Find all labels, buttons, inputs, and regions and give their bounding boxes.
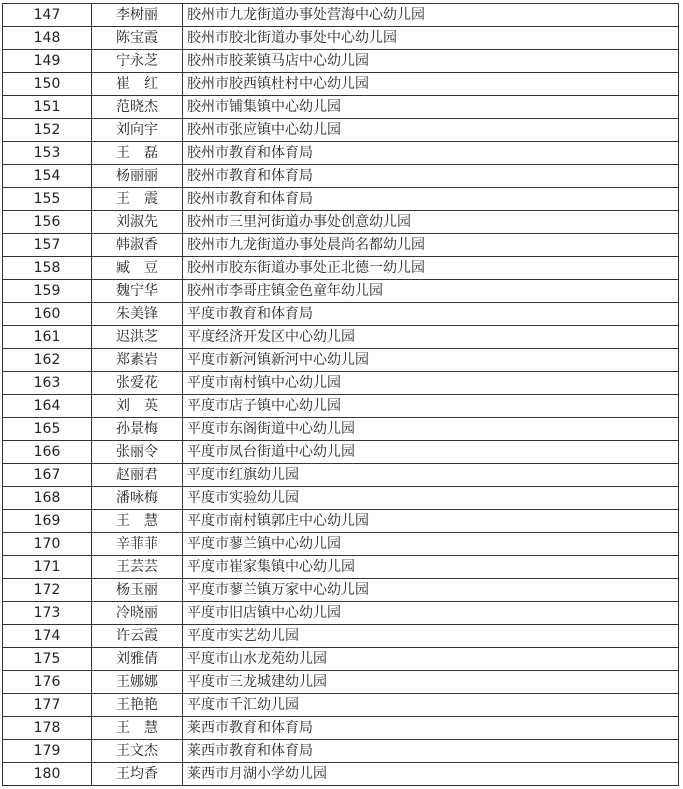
organization-cell: 胶州市胶莱镇马店中心幼儿园 xyxy=(183,50,679,73)
organization-cell: 平度市凤台街道中心幼儿园 xyxy=(183,441,679,464)
person-name-cell: 郑素岩 xyxy=(92,349,183,372)
table-row xyxy=(3,556,679,579)
row-number-cell: 169 xyxy=(3,510,92,533)
table-row xyxy=(3,602,679,625)
row-number-cell: 156 xyxy=(3,211,92,234)
table-row xyxy=(3,671,679,694)
person-name-cell: 宁永芝 xyxy=(92,50,183,73)
person-name-cell: 刘淑先 xyxy=(92,211,183,234)
organization-cell: 胶州市九龙街道办事处营海中心幼儿园 xyxy=(183,4,679,27)
row-number-cell: 147 xyxy=(3,4,92,27)
person-name-cell: 王娜娜 xyxy=(92,671,183,694)
table-row xyxy=(3,257,679,280)
table-row xyxy=(3,188,679,211)
row-number-cell: 167 xyxy=(3,464,92,487)
person-name-cell: 张丽令 xyxy=(92,441,183,464)
row-number-cell: 157 xyxy=(3,234,92,257)
person-name-cell: 陈宝霞 xyxy=(92,27,183,50)
table-row xyxy=(3,464,679,487)
organization-cell: 莱西市月湖小学幼儿园 xyxy=(183,763,679,786)
table-row xyxy=(3,142,679,165)
person-name-cell: 王 磊 xyxy=(92,142,183,165)
row-number-cell: 159 xyxy=(3,280,92,303)
roster-body xyxy=(3,4,679,786)
person-name-cell: 张爱花 xyxy=(92,372,183,395)
row-number-cell: 179 xyxy=(3,740,92,763)
organization-cell: 平度市崔家集镇中心幼儿园 xyxy=(183,556,679,579)
table-row xyxy=(3,740,679,763)
organization-cell: 平度市蓼兰镇万家中心幼儿园 xyxy=(183,579,679,602)
row-number-cell: 161 xyxy=(3,326,92,349)
table-row xyxy=(3,349,679,372)
table-row xyxy=(3,717,679,740)
row-number-cell: 180 xyxy=(3,763,92,786)
row-number-cell: 154 xyxy=(3,165,92,188)
row-number-cell: 153 xyxy=(3,142,92,165)
row-number-cell: 178 xyxy=(3,717,92,740)
table-row xyxy=(3,326,679,349)
person-name-cell: 王芸芸 xyxy=(92,556,183,579)
organization-cell: 平度市实验幼儿园 xyxy=(183,487,679,510)
table-row xyxy=(3,96,679,119)
organization-cell: 胶州市九龙街道办事处晨尚名都幼儿园 xyxy=(183,234,679,257)
table-row xyxy=(3,372,679,395)
row-number-cell: 171 xyxy=(3,556,92,579)
table-row xyxy=(3,763,679,786)
table-row xyxy=(3,211,679,234)
row-number-cell: 150 xyxy=(3,73,92,96)
organization-cell: 胶州市张应镇中心幼儿园 xyxy=(183,119,679,142)
row-number-cell: 176 xyxy=(3,671,92,694)
person-name-cell: 冷晓丽 xyxy=(92,602,183,625)
row-number-cell: 149 xyxy=(3,50,92,73)
organization-cell: 胶州市教育和体育局 xyxy=(183,165,679,188)
person-name-cell: 潘咏梅 xyxy=(92,487,183,510)
table-row xyxy=(3,50,679,73)
row-number-cell: 170 xyxy=(3,533,92,556)
person-name-cell: 王 慧 xyxy=(92,717,183,740)
organization-cell: 平度市山水龙苑幼儿园 xyxy=(183,648,679,671)
row-number-cell: 160 xyxy=(3,303,92,326)
organization-cell: 平度市实艺幼儿园 xyxy=(183,625,679,648)
organization-cell: 平度市店子镇中心幼儿园 xyxy=(183,395,679,418)
table-row xyxy=(3,487,679,510)
row-number-cell: 168 xyxy=(3,487,92,510)
organization-cell: 莱西市教育和体育局 xyxy=(183,740,679,763)
row-number-cell: 173 xyxy=(3,602,92,625)
row-number-cell: 172 xyxy=(3,579,92,602)
organization-cell: 胶州市教育和体育局 xyxy=(183,142,679,165)
row-number-cell: 152 xyxy=(3,119,92,142)
table-row xyxy=(3,119,679,142)
person-name-cell: 李树丽 xyxy=(92,4,183,27)
person-name-cell: 杨丽丽 xyxy=(92,165,183,188)
organization-cell: 胶州市三里河街道办事处创意幼儿园 xyxy=(183,211,679,234)
organization-cell: 胶州市胶西镇杜村中心幼儿园 xyxy=(183,73,679,96)
person-name-cell: 孙景梅 xyxy=(92,418,183,441)
person-name-cell: 魏宁华 xyxy=(92,280,183,303)
roster-table xyxy=(2,3,679,786)
organization-cell: 胶州市胶北街道办事处中心幼儿园 xyxy=(183,27,679,50)
table-row xyxy=(3,165,679,188)
table-row xyxy=(3,303,679,326)
organization-cell: 平度市蓼兰镇中心幼儿园 xyxy=(183,533,679,556)
organization-cell: 平度市三龙城建幼儿园 xyxy=(183,671,679,694)
table-row xyxy=(3,27,679,50)
person-name-cell: 王艳艳 xyxy=(92,694,183,717)
table-row xyxy=(3,579,679,602)
person-name-cell: 迟洪芝 xyxy=(92,326,183,349)
organization-cell: 平度市南村镇郭庄中心幼儿园 xyxy=(183,510,679,533)
table-row xyxy=(3,510,679,533)
person-name-cell: 许云霞 xyxy=(92,625,183,648)
row-number-cell: 148 xyxy=(3,27,92,50)
person-name-cell: 崔 红 xyxy=(92,73,183,96)
person-name-cell: 刘雅倩 xyxy=(92,648,183,671)
person-name-cell: 王文杰 xyxy=(92,740,183,763)
person-name-cell: 王均香 xyxy=(92,763,183,786)
table-row xyxy=(3,395,679,418)
row-number-cell: 162 xyxy=(3,349,92,372)
organization-cell: 平度市新河镇新河中心幼儿园 xyxy=(183,349,679,372)
table-row xyxy=(3,4,679,27)
person-name-cell: 杨玉丽 xyxy=(92,579,183,602)
table-row xyxy=(3,533,679,556)
row-number-cell: 163 xyxy=(3,372,92,395)
organization-cell: 莱西市教育和体育局 xyxy=(183,717,679,740)
organization-cell: 平度市旧店镇中心幼儿园 xyxy=(183,602,679,625)
organization-cell: 平度市教育和体育局 xyxy=(183,303,679,326)
row-number-cell: 151 xyxy=(3,96,92,119)
row-number-cell: 174 xyxy=(3,625,92,648)
person-name-cell: 刘向宇 xyxy=(92,119,183,142)
person-name-cell: 朱美锋 xyxy=(92,303,183,326)
organization-cell: 平度市千汇幼儿园 xyxy=(183,694,679,717)
organization-cell: 胶州市铺集镇中心幼儿园 xyxy=(183,96,679,119)
organization-cell: 胶州市教育和体育局 xyxy=(183,188,679,211)
table-row xyxy=(3,648,679,671)
person-name-cell: 辛菲菲 xyxy=(92,533,183,556)
person-name-cell: 臧 豆 xyxy=(92,257,183,280)
person-name-cell: 王 震 xyxy=(92,188,183,211)
organization-cell: 平度市东阁街道中心幼儿园 xyxy=(183,418,679,441)
table-row xyxy=(3,625,679,648)
person-name-cell: 范晓杰 xyxy=(92,96,183,119)
row-number-cell: 165 xyxy=(3,418,92,441)
person-name-cell: 韩淑香 xyxy=(92,234,183,257)
person-name-cell: 赵丽君 xyxy=(92,464,183,487)
organization-cell: 平度市南村镇中心幼儿园 xyxy=(183,372,679,395)
table-row xyxy=(3,280,679,303)
organization-cell: 胶州市李哥庄镇金色童年幼儿园 xyxy=(183,280,679,303)
row-number-cell: 155 xyxy=(3,188,92,211)
table-row xyxy=(3,441,679,464)
organization-cell: 胶州市胶东街道办事处正北德一幼儿园 xyxy=(183,257,679,280)
person-name-cell: 刘 英 xyxy=(92,395,183,418)
row-number-cell: 164 xyxy=(3,395,92,418)
row-number-cell: 166 xyxy=(3,441,92,464)
row-number-cell: 175 xyxy=(3,648,92,671)
table-row xyxy=(3,73,679,96)
table-row xyxy=(3,418,679,441)
table-row xyxy=(3,234,679,257)
row-number-cell: 177 xyxy=(3,694,92,717)
organization-cell: 平度经济开发区中心幼儿园 xyxy=(183,326,679,349)
person-name-cell: 王 慧 xyxy=(92,510,183,533)
organization-cell: 平度市红旗幼儿园 xyxy=(183,464,679,487)
row-number-cell: 158 xyxy=(3,257,92,280)
table-row xyxy=(3,694,679,717)
